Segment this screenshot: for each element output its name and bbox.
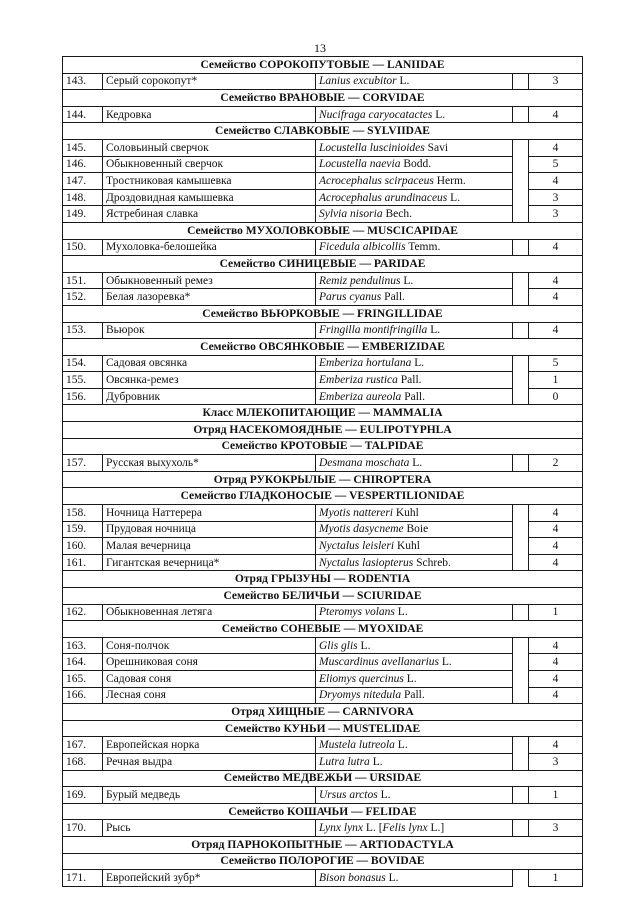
latin-name-cell — [316, 870, 513, 887]
table-row — [63, 820, 583, 837]
section-header: Отряд ГРЫЗУНЫ — RODENTIA — [63, 571, 583, 588]
author-name: L. — [403, 672, 417, 685]
spacer-cell — [513, 322, 529, 339]
section-header: Отряд НАСЕКОМОЯДНЫЕ — EULIPOTYPHLA — [63, 422, 583, 439]
russian-name: Малая вечерница — [103, 538, 316, 555]
species-number: 156. — [63, 388, 103, 405]
page-number: 13 — [314, 41, 326, 55]
russian-name: Кедровка — [103, 106, 316, 123]
author-name: Bodd. — [400, 158, 432, 171]
spacer-cell — [513, 173, 529, 190]
spacer-cell — [513, 787, 529, 804]
latin-name-cell — [316, 538, 513, 555]
latin-name-cell — [316, 189, 513, 206]
category-value: 1 — [529, 372, 583, 389]
latin-name-cell — [316, 139, 513, 156]
category-value: 4 — [529, 173, 583, 190]
species-number: 146. — [63, 156, 103, 173]
latin-name-cell — [316, 173, 513, 190]
table-row — [63, 455, 583, 472]
section-header-row — [63, 123, 583, 140]
author-name: L. — [385, 871, 399, 884]
latin-name: Eliomys quercinus — [319, 672, 404, 685]
spacer-cell — [513, 106, 529, 123]
latin-name: Myotis dasycneme — [319, 523, 404, 536]
russian-name: Речная выдра — [103, 753, 316, 770]
latin-name: Muscardinus avellanarius — [319, 656, 439, 669]
spacer-cell — [513, 554, 529, 571]
author-name: Pall. — [381, 291, 405, 304]
species-number: 155. — [63, 372, 103, 389]
category-value: 1 — [529, 787, 583, 804]
table-row — [63, 206, 583, 223]
table-row — [63, 322, 583, 339]
latin-name: Glis glis — [319, 639, 358, 652]
category-value: 4 — [529, 670, 583, 687]
section-header-row — [63, 256, 583, 273]
latin-name: Sylvia nisoria — [319, 208, 383, 221]
category-value: 4 — [529, 521, 583, 538]
russian-name: Обыкновенный сверчок — [103, 156, 316, 173]
latin-name-cell — [316, 670, 513, 687]
latin-name: Nucifraga caryocatactes — [319, 108, 433, 121]
latin-name: Acrocephalus arundinaceus — [319, 191, 448, 204]
table-row — [63, 289, 583, 306]
russian-name: Рысь — [103, 820, 316, 837]
russian-name: Соня-полчок — [103, 637, 316, 654]
section-header-row — [63, 588, 583, 605]
species-number: 150. — [63, 239, 103, 256]
species-number: 152. — [63, 289, 103, 306]
latin-name-cell — [316, 554, 513, 571]
category-value: 4 — [529, 538, 583, 555]
species-number: 167. — [63, 737, 103, 754]
table-row — [63, 73, 583, 90]
category-value: 4 — [529, 289, 583, 306]
section-header: Семейство ГЛАДКОНОСЫЕ — VESPERTILIONIDAE — [63, 488, 583, 505]
russian-name: Гигантская вечерница* — [103, 554, 316, 571]
spacer-cell — [513, 637, 529, 654]
spacer-cell — [513, 604, 529, 621]
spacer-cell — [513, 189, 529, 206]
russian-name: Бурый медведь — [103, 787, 316, 804]
author-name: L. — [369, 755, 383, 768]
species-number: 163. — [63, 637, 103, 654]
spacer-cell — [513, 355, 529, 372]
author-name: L. — [357, 639, 371, 652]
author-name: Savi — [424, 141, 449, 154]
table-row — [63, 272, 583, 289]
category-value: 4 — [529, 139, 583, 156]
latin-name: Emberiza rustica — [319, 374, 398, 387]
spacer-cell — [513, 206, 529, 223]
russian-name: Прудовая ночница — [103, 521, 316, 538]
latin-name: Remiz pendulinus — [319, 274, 401, 287]
author-name: Herm. — [433, 174, 466, 187]
table-row — [63, 156, 583, 173]
latin-name-cell — [316, 737, 513, 754]
spacer-cell — [513, 388, 529, 405]
section-header-row — [63, 720, 583, 737]
spacer-cell — [513, 272, 529, 289]
category-value: 4 — [529, 322, 583, 339]
category-value: 1 — [529, 604, 583, 621]
section-header: Семейство КРОТОВЫЕ — TALPIDAE — [63, 438, 583, 455]
section-header-row — [63, 222, 583, 239]
table-row — [63, 372, 583, 389]
latin-name: Desmana moschata — [319, 457, 410, 470]
russian-name: Садовая овсянка — [103, 355, 316, 372]
latin-name: Pteromys volans — [319, 606, 395, 619]
category-value: 3 — [529, 73, 583, 90]
section-header-row — [63, 836, 583, 853]
latin-name: Ursus arctos — [319, 788, 378, 801]
category-value: 4 — [529, 654, 583, 671]
spacer-cell — [513, 289, 529, 306]
section-header: Семейство МЕДВЕЖЬИ — URSIDAE — [63, 770, 583, 787]
section-header: Семейство МУХОЛОВКОВЫЕ — MUSCICAPIDAE — [63, 222, 583, 239]
latin-name: Lynx lynx — [319, 822, 364, 835]
species-number: 171. — [63, 870, 103, 887]
latin-name: Mustela lutreola — [319, 739, 395, 752]
species-number: 169. — [63, 787, 103, 804]
table-row — [63, 554, 583, 571]
category-value: 4 — [529, 637, 583, 654]
category-value: 4 — [529, 505, 583, 522]
species-number: 165. — [63, 670, 103, 687]
section-header-row — [63, 422, 583, 439]
latin-name: Emberiza aureola — [319, 390, 402, 403]
latin-name-cell — [316, 289, 513, 306]
author-name: Boie — [403, 523, 429, 536]
section-header-row — [63, 770, 583, 787]
spacer-cell — [513, 687, 529, 704]
author-name: Pall. — [401, 390, 425, 403]
author-name: Schreb. — [413, 556, 451, 569]
section-header: Семейство СОНЕВЫЕ — MYOXIDAE — [63, 621, 583, 638]
species-number: 157. — [63, 455, 103, 472]
latin-name-cell — [316, 388, 513, 405]
category-value: 0 — [529, 388, 583, 405]
species-number: 170. — [63, 820, 103, 837]
russian-name: Серый сорокопут* — [103, 73, 316, 90]
latin-name-cell — [316, 355, 513, 372]
author-name: L. — [447, 191, 461, 204]
category-value: 4 — [529, 272, 583, 289]
latin-name-cell — [316, 73, 513, 90]
russian-name: Лесная соня — [103, 687, 316, 704]
author-name: Kuhl — [393, 506, 419, 519]
category-value: 4 — [529, 687, 583, 704]
spacer-cell — [513, 139, 529, 156]
section-header-row — [63, 305, 583, 322]
category-value: 4 — [529, 554, 583, 571]
section-header-row — [63, 488, 583, 505]
latin-name: Parus cyanus — [319, 291, 382, 304]
category-value: 4 — [529, 737, 583, 754]
category-value: 3 — [529, 189, 583, 206]
author-name: L. — [394, 606, 408, 619]
section-header-row — [63, 405, 583, 422]
section-header: Семейство КОШАЧЬИ — FELIDAE — [63, 803, 583, 820]
latin-name: Fringilla montifringilla — [319, 324, 428, 337]
category-value: 5 — [529, 355, 583, 372]
latin-name: Locustella naevia — [319, 158, 401, 171]
table-row — [63, 654, 583, 671]
category-value: 3 — [529, 753, 583, 770]
table-row — [63, 870, 583, 887]
author-name: L. — [409, 457, 423, 470]
russian-name: Садовая соня — [103, 670, 316, 687]
latin-name-cell — [316, 654, 513, 671]
author-name: L. [ — [363, 822, 383, 835]
species-number: 145. — [63, 139, 103, 156]
author-name: L. — [432, 108, 446, 121]
russian-name: Европейский зубр* — [103, 870, 316, 887]
russian-name: Обыкновенный ремез — [103, 272, 316, 289]
author-name: Kuhl — [394, 540, 420, 553]
spacer-cell — [513, 156, 529, 173]
section-header: Отряд ПАРНОКОПЫТНЫЕ — ARTIODACTYLA — [63, 836, 583, 853]
table-row — [63, 139, 583, 156]
spacer-cell — [513, 654, 529, 671]
section-header-row — [63, 621, 583, 638]
species-number: 160. — [63, 538, 103, 555]
table-row — [63, 538, 583, 555]
spacer-cell — [513, 73, 529, 90]
section-header-row — [63, 803, 583, 820]
spacer-cell — [513, 753, 529, 770]
latin-name-cell — [316, 820, 513, 837]
species-number: 162. — [63, 604, 103, 621]
russian-name: Вьюрок — [103, 322, 316, 339]
spacer-cell — [513, 670, 529, 687]
latin-name-cell — [316, 604, 513, 621]
table-row — [63, 637, 583, 654]
table-row — [63, 737, 583, 754]
author-name: L. — [377, 788, 391, 801]
table-row — [63, 388, 583, 405]
table-row — [63, 604, 583, 621]
russian-name: Ночница Наттерера — [103, 505, 316, 522]
section-header: Семейство СОРОКОПУТОВЫЕ — LANIIDAE — [63, 57, 583, 74]
section-header: Семейство БЕЛИЧЬИ — SCIURIDAE — [63, 588, 583, 605]
table-row — [63, 189, 583, 206]
author-name: Bech. — [382, 208, 412, 221]
section-header: Семейство КУНЬИ — MUSTELIDAE — [63, 720, 583, 737]
russian-name: Белая лазоревка* — [103, 289, 316, 306]
latin-name: Emberiza hortulana — [319, 357, 412, 370]
species-number: 149. — [63, 206, 103, 223]
species-number: 168. — [63, 753, 103, 770]
russian-name: Орешниковая соня — [103, 654, 316, 671]
table-row — [63, 687, 583, 704]
section-header: Отряд РУКОКРЫЛЫЕ — CHIROPTERA — [63, 471, 583, 488]
russian-name: Тростниковая камышевка — [103, 173, 316, 190]
species-number: 166. — [63, 687, 103, 704]
category-value: 2 — [529, 455, 583, 472]
category-value: 5 — [529, 156, 583, 173]
category-value: 3 — [529, 820, 583, 837]
spacer-cell — [513, 538, 529, 555]
spacer-cell — [513, 455, 529, 472]
section-header-row — [63, 90, 583, 107]
section-header-row — [63, 853, 583, 870]
table-row — [63, 173, 583, 190]
section-header-row — [63, 471, 583, 488]
table-row — [63, 753, 583, 770]
section-header-row — [63, 57, 583, 74]
author-name: Pall. — [397, 374, 422, 387]
latin-synonym: Felis lynx — [382, 822, 428, 835]
section-header: Класс МЛЕКОПИТАЮЩИЕ — MAMMALIA — [63, 405, 583, 422]
latin-name-cell — [316, 521, 513, 538]
table-row — [63, 670, 583, 687]
species-number: 161. — [63, 554, 103, 571]
author-name: L. — [396, 75, 410, 88]
russian-name: Ястребиная славка — [103, 206, 316, 223]
latin-name-cell — [316, 272, 513, 289]
author-name: L. — [439, 656, 452, 669]
author-name: Temm. — [405, 241, 441, 254]
section-header-row — [63, 704, 583, 721]
latin-name-cell — [316, 787, 513, 804]
species-number: 148. — [63, 189, 103, 206]
category-value: 3 — [529, 206, 583, 223]
category-value: 4 — [529, 106, 583, 123]
species-number: 159. — [63, 521, 103, 538]
section-header-row — [63, 339, 583, 356]
spacer-cell — [513, 239, 529, 256]
table-row — [63, 106, 583, 123]
latin-name-cell — [316, 505, 513, 522]
table-row — [63, 521, 583, 538]
author-name: L. — [427, 324, 441, 337]
russian-name: Русская выхухоль* — [103, 455, 316, 472]
latin-name-cell — [316, 687, 513, 704]
latin-name: Nyctalus leisleri — [319, 540, 395, 553]
species-number: 144. — [63, 106, 103, 123]
latin-name-cell — [316, 239, 513, 256]
species-number: 158. — [63, 505, 103, 522]
spacer-cell — [513, 505, 529, 522]
species-number: 153. — [63, 322, 103, 339]
section-header: Семейство ПОЛОРОГИЕ — BOVIDAE — [63, 853, 583, 870]
section-header: Отряд ХИЩНЫЕ — CARNIVORA — [63, 704, 583, 721]
section-header: Семейство СИНИЦЕВЫЕ — PARIDAE — [63, 256, 583, 273]
section-header: Семейство ОВСЯНКОВЫЕ — EMBERIZIDAE — [63, 339, 583, 356]
section-header-row — [63, 438, 583, 455]
table-row — [63, 787, 583, 804]
spacer-cell — [513, 820, 529, 837]
latin-name: Dryomys nitedula — [319, 689, 402, 702]
author-name: L. — [394, 739, 408, 752]
species-number: 164. — [63, 654, 103, 671]
spacer-cell — [513, 870, 529, 887]
latin-name: Acrocephalus scirpaceus — [319, 174, 434, 187]
table-row — [63, 239, 583, 256]
latin-name-cell — [316, 156, 513, 173]
species-number: 154. — [63, 355, 103, 372]
latin-name-cell — [316, 106, 513, 123]
synonym-author: L.] — [427, 822, 445, 835]
table-row — [63, 355, 583, 372]
latin-name-cell — [316, 206, 513, 223]
latin-name-cell — [316, 753, 513, 770]
latin-name: Nyctalus lasiopterus — [319, 556, 414, 569]
category-value: 4 — [529, 239, 583, 256]
author-name: L. — [400, 274, 414, 287]
species-number: 147. — [63, 173, 103, 190]
latin-name-cell — [316, 637, 513, 654]
spacer-cell — [513, 372, 529, 389]
table-row — [63, 505, 583, 522]
latin-name: Bison bonasus — [319, 871, 386, 884]
section-header-row — [63, 571, 583, 588]
latin-name: Lanius excubitor — [319, 75, 397, 88]
latin-name-cell — [316, 372, 513, 389]
russian-name: Дроздовидная камышевка — [103, 189, 316, 206]
spacer-cell — [513, 521, 529, 538]
russian-name: Европейская норка — [103, 737, 316, 754]
latin-name: Lutra lutra — [319, 755, 370, 768]
latin-name: Myotis nattereri — [319, 506, 393, 519]
russian-name: Обыкновенная летяга — [103, 604, 316, 621]
section-header: Семейство ВРАНОВЫЕ — CORVIDAE — [63, 90, 583, 107]
russian-name: Дубровник — [103, 388, 316, 405]
author-name: L. — [411, 357, 425, 370]
category-value: 1 — [529, 870, 583, 887]
spacer-cell — [513, 737, 529, 754]
latin-name-cell — [316, 455, 513, 472]
section-header: Семейство ВЬЮРКОВЫЕ — FRINGILLIDAE — [63, 305, 583, 322]
species-number: 151. — [63, 272, 103, 289]
author-name: Pall. — [401, 689, 425, 702]
species-number: 143. — [63, 73, 103, 90]
latin-name-cell — [316, 322, 513, 339]
latin-name: Locustella luscinioides — [319, 141, 425, 154]
latin-name: Ficedula albicollis — [319, 241, 406, 254]
russian-name: Мухоловка-белошейка — [103, 239, 316, 256]
russian-name: Овсянка-ремез — [103, 372, 316, 389]
russian-name: Соловьиный сверчок — [103, 139, 316, 156]
species-table — [62, 56, 583, 887]
section-header: Семейство СЛАВКОВЫЕ — SYLVIIDAE — [63, 123, 583, 140]
